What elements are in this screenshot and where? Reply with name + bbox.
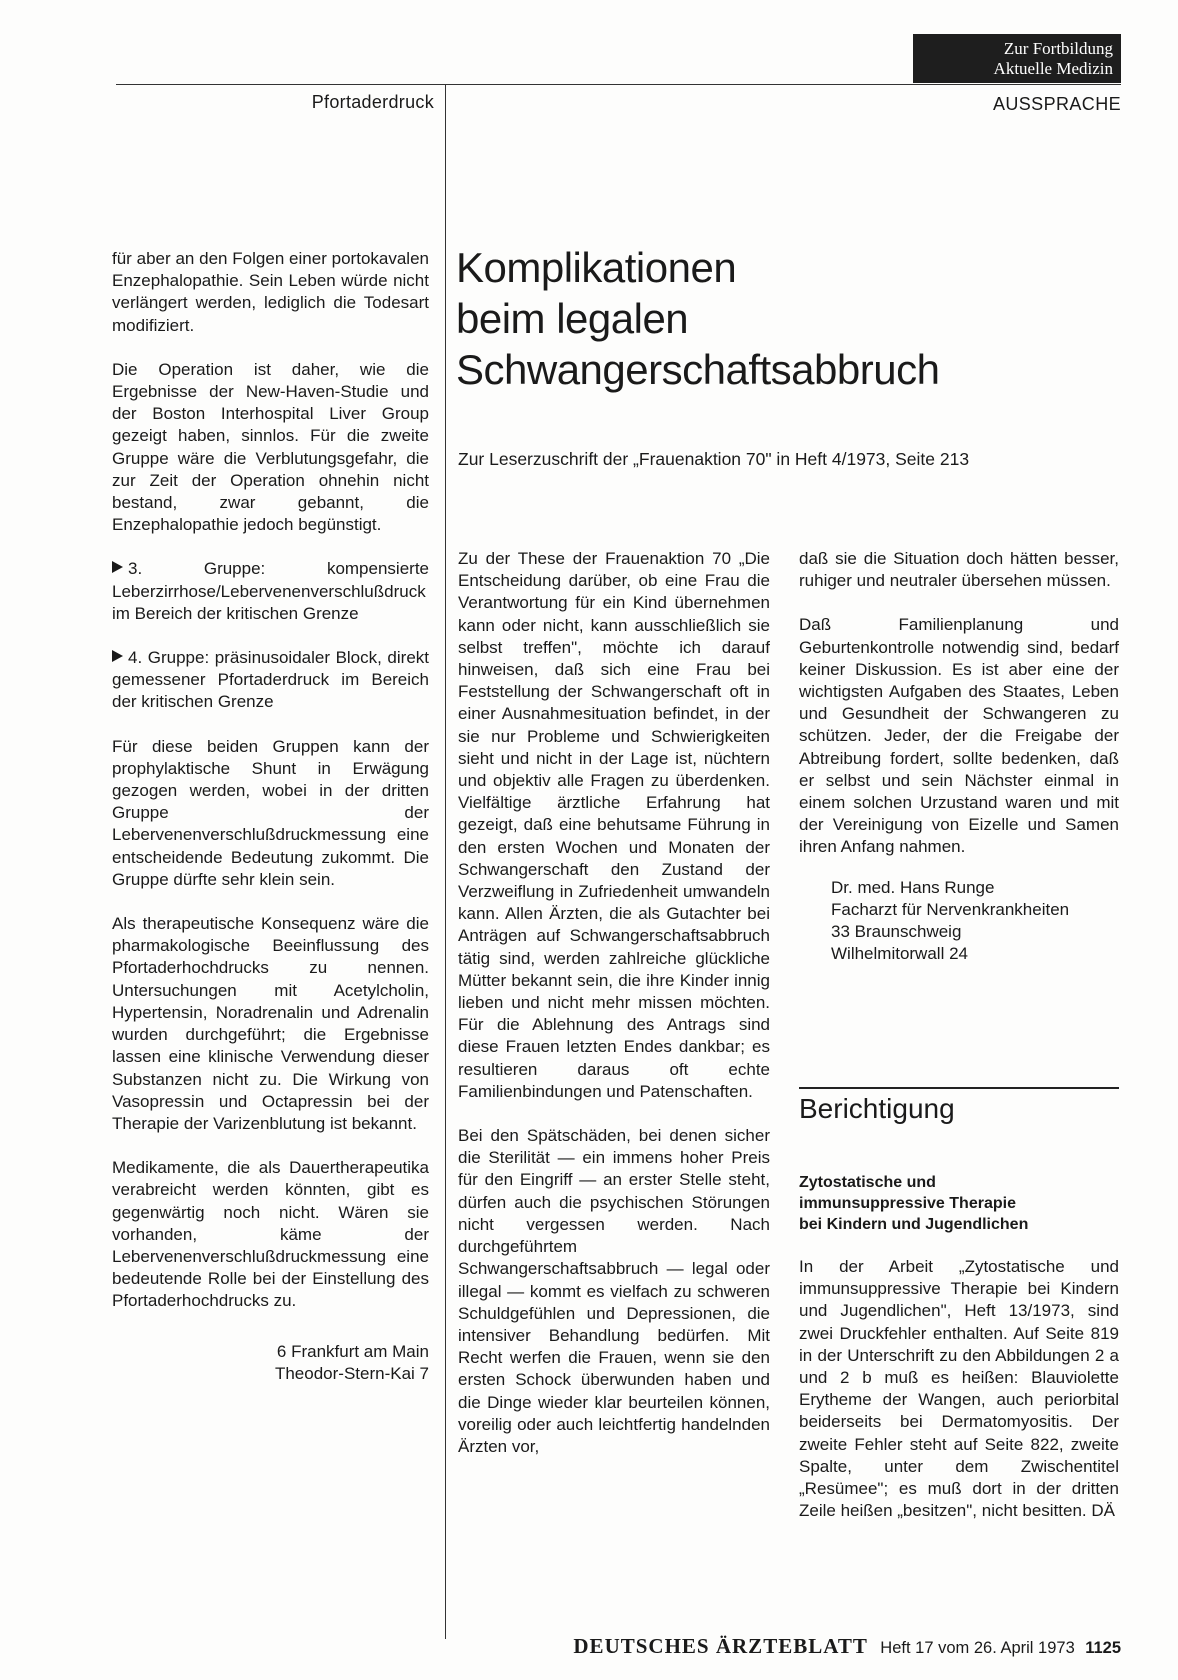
article-paragraph-2: Bei den Spätschäden, bei denen sicher die Sterilität — ein immens hoher Preis für den Eingriff — an erster Stelle steht, dürfen auch die psychischen Störungen nicht vergessen werden. Nach durchgeführtem Schwangerschaftsabbruch — legal oder illegal — kommt es vielfach zu schweren Schuldgefühlen und Depressionen, die intensiver Behandlung bedürfen. Mit Recht werfen die Frauen, wenn sie den ersten Schock überwunden haben und die Dinge wieder klar beurteilen können, voreilig oder auch leichtfertig handelnden Ärzten vor, [458, 1126, 770, 1456]
article-paragraph-3: daß sie die Situation doch hätten besser, ruhiger und neutraler übersehen müssen. [799, 549, 1119, 591]
page-footer [496, 1634, 1121, 1659]
article-subtitle: Zur Leserzuschrift der „Frauenaktion 70" in Heft 4/1973, Seite 213 [458, 449, 970, 469]
triangle-bullet-icon [112, 650, 123, 662]
right-column [799, 548, 1119, 965]
section-label-right: AUSSPRACHE [992, 94, 1121, 114]
author-address [112, 1341, 429, 1385]
correction-body: In der Arbeit „Zytostatische und immunsuppressive Therapie bei Kindern und Jugendlichen", Heft 13/1973, sind zwei Druckfehler enthalten. Auf Seite 819 in der Unterschrift zu den Abbildungen 2 a und 2 b muß es heißen: Blauviolette Erytheme der Wangen, auch periorbital beiderseits bei Dermatomyositis. Der zweite Fehler steht auf Seite 822, zweite Spalte, unter dem Zwischentitel „Resümee"; es muß dort in der dritten Zeile heißen „besitzen", nicht besitten. DÄ [799, 1257, 1119, 1521]
correction-sub-line-2: immunsuppressive Therapie [799, 1195, 1016, 1212]
left-column [112, 248, 429, 1385]
list-item-text: 3. Gruppe: kompensierte Leberzirrhose/Lebervenenverschlußdruck im Bereich der kritischen Grenze [112, 559, 429, 623]
correction-heading: Berichtigung [799, 1093, 955, 1124]
address-line-2: Theodor-Stern-Kai 7 [274, 1363, 429, 1383]
triangle-bullet-icon [112, 561, 123, 573]
left-paragraph-4: Als therapeutische Konsequenz wäre die pharmakologische Beeinflussung des Pfortaderhochdrucks zu nennen. Untersuchungen mit Acetylcholin, Hypertensin, Noradrenalin und Adrenalin wurden durchgeführt; die Ergebnisse lassen eine klinische Verwendung dieser Substanzen nicht zu. Die Wirkung von Vasopressin und Octapressin bei der Therapie der Varizenblutung ist bekannt. [112, 914, 429, 1133]
list-item-text: 4. Gruppe: präsinusoidaler Block, direkt gemessener Pfortaderdruck im Bereich der kritischen Grenze [112, 648, 429, 712]
page-number: 1125 [1085, 1639, 1121, 1657]
author-signature [831, 877, 1119, 966]
title-line-1: Komplikationen [456, 244, 737, 291]
section-label-left: Pfortaderdruck [311, 92, 434, 112]
header-rule [116, 84, 1121, 85]
badge-line-1: Zur Fortbildung [1003, 39, 1113, 58]
signature-city: 33 Braunschweig [831, 922, 962, 942]
correction-sub-line-1: Zytostatische und [799, 1174, 936, 1191]
list-item-group-3 [112, 558, 429, 625]
correction-sub-line-3: bei Kindern und Jugendlichen [799, 1216, 1029, 1233]
signature-street: Wilhelmitorwall 24 [831, 944, 968, 964]
list-item-group-4 [112, 647, 429, 714]
correction-subheading [799, 1172, 1119, 1235]
left-paragraph-5: Medikamente, die als Dauertherapeutika verabreicht werden könnten, gibt es gegenwärtig noch nicht. Wären sie vorhanden, käme der Lebervenenverschlußdruckmessung eine bedeutende Rolle bei der Einstellung des Pfortaderhochdrucks zu. [112, 1158, 429, 1311]
title-line-2: beim legalen [456, 295, 689, 342]
article-paragraph-1: Zu der These der Frauenaktion 70 „Die Entscheidung darüber, ob eine Frau die Verantwortung für ein Kind übernehmen kann oder nicht, kann ausschließlich sie selbst treffen", möchte ich darauf hinweisen, daß sich eine Frau bei Feststellung der Schwangerschaft oft in einer Ausnahmesituation befindet, in der sie nur Probleme und Schwierigkeiten sieht und nicht in der Lage ist, nüchtern und objektiv alle Fragen zu überdenken. Vielfältige ärztliche Erfahrung hat gezeigt, daß eine behutsame Führung in den ersten Wochen und Monaten der Schwangerschaft den Zustand der Verzweiflung in Zufriedenheit umwandeln kann. Allen Ärzten, die als Gutachter bei Anträgen auf Schwangerschaftsabbruch tätig sind, werden zahlreiche glückliche Mütter bekannt sein, die ihre Kinder innig lieben und nicht mehr missen möchten. Für die Ablehnung des Antrags sind diese Frauen letzten Endes dankbar; es resultieren daraus oft echte Familienbindungen und Patenschaften. [458, 549, 770, 1101]
left-paragraph-1: für aber an den Folgen einer portokavalen Enzephalopathie. Sein Leben würde nicht verlängert werden, lediglich die Todesart modifiziert. [112, 249, 429, 335]
issue-info: Heft 17 vom 26. April 1973 [880, 1639, 1075, 1657]
middle-column [458, 548, 770, 1480]
section-badge [913, 34, 1121, 83]
badge-line-2: Aktuelle Medizin [993, 59, 1113, 78]
article-paragraph-4: Daß Familienplanung und Geburtenkontrolle notwendig sind, bedarf keiner Diskussion. Es ist aber eine der wichtigsten Aufgaben des Staates, Leben und Gesundheit der Schwangeren zu schützen. Jeder, der die Freigabe der Abtreibung fordert, sollte bedenken, daß er selbst und sein Nächster einmal in einem solchen Urzustand waren und mit der Vereinigung von Eizelle und Samen ihren Anfang nahmen. [799, 615, 1119, 857]
signature-title: Facharzt für Nervenkrankheiten [831, 899, 1070, 919]
left-paragraph-2: Die Operation ist daher, wie die Ergebnisse der New-Haven-Studie und der Boston Interhospital Liver Group gezeigt haben, sinnlos. Für die zweite Gruppe wäre die Verblutungsgefahr, die zur Zeit der Operation ohnehin nicht bestand, zwar gebannt, die Enzephalopathie jedoch begünstigt. [112, 359, 429, 535]
correction-rule [799, 1087, 1119, 1089]
address-line-1: 6 Frankfurt am Main [276, 1341, 429, 1361]
left-paragraph-3: Für diese beiden Gruppen kann der prophylaktische Shunt in Erwägung gezogen werden, wobei in der dritten Gruppe der Lebervenenverschlußdruckmessung eine entscheidende Bedeutung zukommt. Die Gruppe dürfte sehr klein sein. [112, 736, 429, 889]
journal-name: DEUTSCHES ÄRZTEBLATT [573, 1634, 868, 1658]
title-line-3: Schwangerschaftsabbruch [456, 346, 940, 393]
article-title [456, 242, 1136, 395]
column-divider [445, 84, 446, 1639]
signature-name: Dr. med. Hans Runge [831, 877, 995, 897]
